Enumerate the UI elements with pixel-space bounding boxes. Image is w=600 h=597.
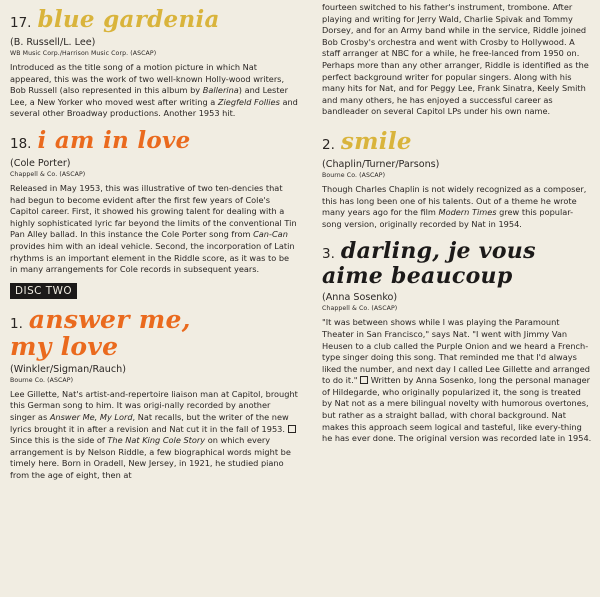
- publisher-credit: Bourne Co. (ASCAP): [322, 171, 386, 179]
- track-3-notes: "It was between shows while I was playing the Paramount Theater in San Francisco," says Nat. "I went with Jimmy Van Heusen to a club called the Purple Onion and we heard a French-type singer doing this song. That reminded me that I'd always liked the number, and next day I called Lee Gillette and arranged to do it." Written by Anna Sosenko, long the personal manager of Hildegarde, who originally popularized it, the song is treated by Nat not as a mere bilingual novelty with humorous overtones, but rather as a straight ballad, with choral background. Nat makes this approach seem logical and tasteful, like every-thing he has ever done. The original version was recorded late in 1954.: [322, 317, 592, 444]
- left-column: [10, 0, 298, 481]
- track-3-heading: [322, 238, 592, 264]
- track-number: 2.: [322, 136, 335, 153]
- publisher-credit: Chappell & Co. (ASCAP): [10, 170, 86, 178]
- track-number: 3.: [322, 246, 335, 263]
- square-box-icon: [288, 425, 296, 433]
- track-18-notes: Released in May 1953, this was illustrative of two ten-dencies that had begun to become evident after the first few years of Cole's Capitol career. First, it showed his growing talent for dealing with a highly sophisticated lyric far beyond the limits of the conventional Tin Pan Alley ballad. In this instance the Cole Porter song from Can-Can provides him with an ideal vehicle. Second, the incorporation of Latin rhythms is an important element in the Riddle score, as it was to be in many arrangements for Cole records in subsequent years.: [10, 182, 297, 275]
- track-title-line1: darling, je vous: [340, 238, 536, 265]
- songwriter-credit: (Winkler/Sigman/Rauch): [10, 363, 126, 375]
- track-18: [10, 127, 298, 276]
- track-1-heading: [10, 305, 298, 334]
- track-2: [322, 128, 592, 230]
- track-17-heading: [10, 6, 298, 33]
- disc-label: DISC TWO: [10, 283, 77, 299]
- songwriter-credit: (Cole Porter): [10, 157, 71, 169]
- track-17: [10, 6, 298, 120]
- track-title-line1: answer me,: [28, 304, 191, 334]
- publisher-credit: WB Music Corp./Harrison Music Corp. (ASCAP): [10, 50, 157, 57]
- publisher-credit: Chappell & Co. (ASCAP): [322, 305, 398, 313]
- track-number: 1.: [10, 315, 23, 332]
- track-3: [322, 238, 592, 445]
- track-1-notes: Lee Gillette, Nat's artist-and-repertoire liaison man at Capitol, brought this German song to him. It was origi-nally recorded by another singer as Answer Me, My Lord, Nat recalls, but the writer of the new lyrics brought it in after a revision and Nat cut it in the fall of 1953. Since this is the side of The Nat King Cole Story on which every arrangement is by Nelson Riddle, a few biographical words might be timely here. Born in Oradell, New Jersey, in 1921, he studied piano from the age of eight, then at: [10, 388, 298, 480]
- songwriter-credit: (Anna Sosenko): [322, 292, 398, 304]
- disc2-track-1: [10, 305, 298, 482]
- track-17-notes: Introduced as the title song of a motion picture in which Nat appeared, this was the work of two well-known Holly-wood writers, Bob Russell (also represented in this album by Ballerina) and Lester Lee, a New Yorker who moved west after writing a Ziegfeld Follies and several other Broadway productions. Another 1953 hit.: [10, 62, 298, 119]
- track-2-heading: [322, 128, 592, 155]
- track-title-line2: aime beaucoup: [322, 263, 513, 290]
- songwriter-credit: (B. Russell/L. Lee): [10, 37, 96, 48]
- right-column: [322, 0, 592, 445]
- track-number: 17.: [10, 15, 32, 31]
- track-number: 18.: [10, 135, 32, 152]
- songwriter-credit: (Chaplin/Turner/Parsons): [322, 158, 440, 170]
- publisher-credit: Bourne Co. (ASCAP): [10, 376, 74, 384]
- track-title: i am in love: [37, 126, 191, 154]
- square-box-icon: [360, 376, 368, 384]
- track-2-notes: Though Charles Chaplin is not widely recognized as a composer, this has long been one of his talents. Out of a theme he wrote many years ago for the film Modern Times grew this popular-song version, originally recorded by Nat in 1954.: [322, 183, 587, 229]
- track-title: smile: [340, 127, 412, 155]
- riddle-bio-continued: fourteen switched to his father's instrument, trombone. After playing and writing for Jerry Wald, Charlie Spivak and Tommy Dorsey, and for an Army band while in the service, Riddle joined Bob Crosby's orchestra and went with Crosby to Hollywood. A staff arranger at NBC for a while, he free-lanced from 1950 on. Perhaps more than any other arranger, Riddle is identified as the perfect background writer for popular singers. Along with his many hits for Nat, and for Peggy Lee, Frank Sinatra, Keely Smith and many others, he has enjoyed a successful career as bandleader on several Capitol LPs under his own name.: [322, 2, 589, 117]
- track-title-line2: my love: [10, 331, 119, 361]
- track-18-heading: [10, 127, 298, 154]
- track-title: blue gardenia: [37, 6, 220, 33]
